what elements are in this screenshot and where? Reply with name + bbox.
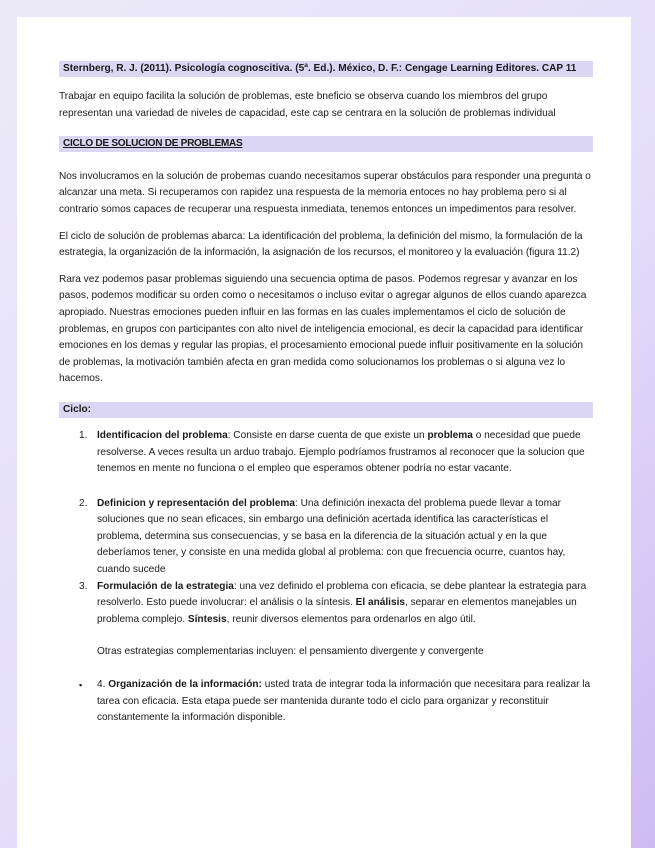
item-title: Formulación de la estrategia: [97, 580, 234, 592]
document-page: [17, 17, 631, 848]
list-item: [59, 579, 593, 629]
reference-citation: Sternberg, R. J. (2011). Psicología cognoscitiva. (5ª. Ed.). México, D. F.: Cengage Learning Editores. CAP 11: [59, 61, 593, 77]
bullet-text: usted trata de integrar toda la información que necesitara para realizar la tarea con eficacia. Esta etapa puede ser mantenida durante todo el ciclo para organizar y reconstituir constantemente la información disponible.: [97, 679, 591, 724]
bullet-icon: ▪: [79, 680, 83, 691]
list-item: [59, 496, 593, 579]
item-text: , reunir diversos elementos para ordenarlos en algo útil.: [226, 613, 476, 625]
item-number: 1.: [79, 429, 88, 441]
section-heading: CICLO DE SOLUCION DE PROBLEMAS: [59, 136, 593, 152]
item-bold-word: problema: [427, 429, 473, 441]
bullet-lead: 4.: [97, 679, 109, 691]
item-text: : una vez definido el problema con eficacia, se debe plantear la estrategia para resolverlo. Esto puede involucrar: el análisis o la síntesis.: [97, 580, 587, 609]
paragraph-2: El ciclo de solución de problemas abarca: La identificación del problema, la definición del mismo, la formulación de la estrategia, la organización de la información, la asignación de los recursos, el monitoreo y la evaluación (figura 11.2): [59, 230, 583, 259]
paragraph-1: Nos involucramos en la solución de probemas cuando necesitamos superar obstáculos para responder una pregunta o alcanzar una meta. Si recuperamos con rapidez una respuesta de la memoria entoces no hay problema pero si al contrario somos capaces de recuperar una respuesta inmediata, tenemos entonces un impedimentos para resolver.: [59, 170, 591, 215]
item-bold-term: Síntesis: [187, 613, 227, 625]
item-title: Identificacion del problema: [97, 429, 228, 441]
item-number: 3.: [79, 580, 88, 592]
item-text: : Una definición inexacta del problema puede llevar a tomar soluciones que no sean eficaces, sin embargo una definición acertada identifica las características el problema, determina sus consecuencias, y se basa en la diferencia de la situación actual y en la que deberíamos tener, y consiste en una medida global al problema: con que frecuencia ocurre, cuantos hay, cuando sucede: [97, 497, 566, 576]
extra-strategies: Otras estrategias complementarias incluyen: el pensamiento divergente y convergente: [97, 646, 484, 658]
item-text: , separar en elementos manejables un problema complejo.: [97, 597, 577, 625]
paragraph-3: Rara vez podemos pasar problemas siguiendo una secuencia optima de pasos. Podemos regresar y avanzar en los pasos, podemos modificar su orden como o necesitamos o incluso evitar o agregar algunos de ellos cuando aparezca apropiado. Nuestras emociones pueden influir en las formas en las cuales implementamos el ciclo de solución de problemas, en grupos con participantes con alto nivel de inteligencia emocional, es decir la capacidad para identificar emociones en los demas y regular las propias, el procesamiento emocional puede influir positivamente en la solución de problemas, la motivación también afecta en gran medida como solucionamos los problemas o si alguna vez lo hacemos.: [59, 273, 587, 385]
item-number: 2.: [79, 497, 88, 509]
item-bold-term: El análisis: [355, 597, 406, 609]
bullet-title: Organización de la información:: [108, 679, 262, 691]
item-text: : Consiste en darse cuenta de que existe un: [227, 429, 428, 441]
item-title: Definicion y representación del problema: [97, 497, 296, 509]
item-text: o necesidad que puede resolverse. A veces resulta un arduo trabajo. Ejemplo podríamos frustramos al reconocer que la solucion que tenemos en mente no funciona o el empleo que esperamos obtener podría no estar vacante.: [97, 429, 585, 475]
intro-paragraph: Trabajar en equipo facilita la solución de problemas, este bneficio se observa cuando los miembros del grupo representan una variedad de niveles de capacidad, este cap se centrara en la solución de problemas individual: [59, 91, 556, 119]
list-item: [59, 428, 593, 478]
bullet-item: [59, 677, 593, 727]
ciclo-heading: Ciclo:: [59, 402, 593, 418]
ciclo-list: [59, 428, 593, 629]
